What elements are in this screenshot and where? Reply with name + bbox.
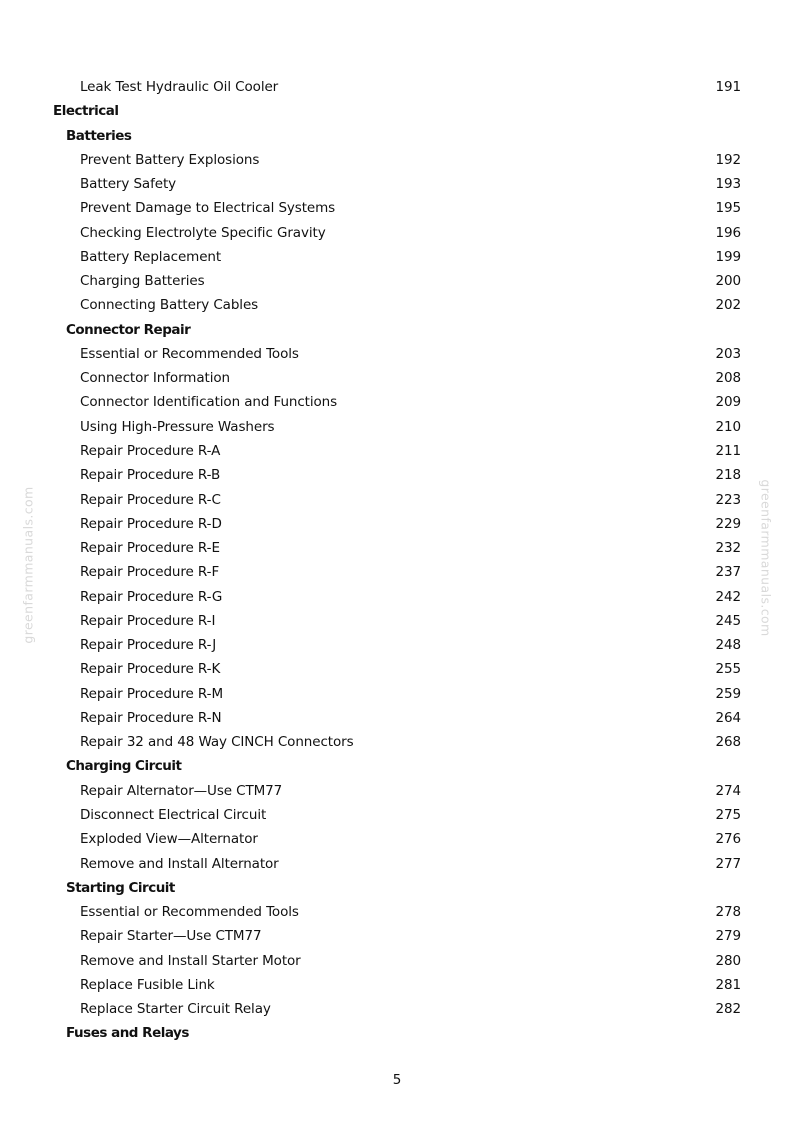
toc-entry-title: Replace Fusible Link	[80, 976, 215, 993]
toc-entry-page: 202	[715, 297, 741, 314]
toc-entry-title: Repair Procedure R-G	[80, 588, 223, 605]
toc-entry-page: 245	[715, 612, 741, 629]
watermark-left: greenfarmmanuals.com	[20, 486, 36, 644]
toc-entry[interactable]	[0, 973, 794, 997]
toc-entry-title: Charging Batteries	[80, 273, 205, 290]
toc-entry-title: Repair Procedure R-F	[80, 564, 220, 581]
toc-entry-page: 242	[715, 588, 741, 605]
toc-entry[interactable]	[0, 560, 794, 584]
toc-entry-title: Starting Circuit	[66, 879, 175, 896]
toc-subsection-heading	[0, 318, 794, 342]
toc-entry-page: 264	[715, 709, 741, 726]
toc-entry-title: Batteries	[66, 127, 132, 144]
toc-entry-page: 237	[715, 564, 741, 581]
toc-entry-title: Using High-Pressure Washers	[80, 418, 275, 435]
toc-subsection-heading	[0, 876, 794, 900]
toc-entry-page: 192	[715, 151, 741, 168]
toc-entry-page: 211	[715, 442, 741, 459]
toc-entry[interactable]	[0, 293, 794, 317]
toc-entry-title: Disconnect Electrical Circuit	[80, 806, 267, 823]
toc-entry[interactable]	[0, 488, 794, 512]
toc-entry[interactable]	[0, 512, 794, 536]
toc-entry-title: Repair Procedure R-I	[80, 612, 216, 629]
toc-subsection-heading	[0, 754, 794, 778]
toc-entry-page: 248	[715, 637, 741, 654]
toc-entry-page: 275	[715, 806, 741, 823]
toc-entry[interactable]	[0, 221, 794, 245]
toc-entry-title: Connector Information	[80, 370, 230, 387]
toc-entry-page: 195	[715, 200, 741, 217]
toc-entry[interactable]	[0, 779, 794, 803]
toc-entry-page: 229	[715, 515, 741, 532]
toc-entry-title: Essential or Recommended Tools	[80, 345, 299, 362]
toc-entry-page: 279	[715, 928, 741, 945]
toc-entry-title: Repair 32 and 48 Way CINCH Connectors	[80, 734, 354, 751]
toc-entry-title: Prevent Battery Explosions	[80, 151, 260, 168]
toc-entry[interactable]	[0, 633, 794, 657]
toc-entry[interactable]	[0, 390, 794, 414]
watermark-right: greenfarmmanuals.com	[758, 479, 774, 637]
toc-entry-page: 203	[715, 345, 741, 362]
toc-entry-page: 193	[715, 176, 741, 193]
toc-entry-title: Exploded View—Alternator	[80, 831, 258, 848]
toc-entry-title: Battery Safety	[80, 176, 177, 193]
toc-entry-page: 255	[715, 661, 741, 678]
toc-entry[interactable]	[0, 366, 794, 390]
toc-entry-page: 218	[715, 467, 741, 484]
toc-entry-title: Connector Identification and Functions	[80, 394, 338, 411]
toc-entry-title: Repair Procedure R-N	[80, 709, 222, 726]
toc-entry[interactable]	[0, 196, 794, 220]
toc-entry-title: Prevent Damage to Electrical Systems	[80, 200, 336, 217]
toc-entry[interactable]	[0, 900, 794, 924]
toc-entry-page: 280	[715, 952, 741, 969]
toc-entry-title: Battery Replacement	[80, 248, 222, 265]
toc-entry-title: Leak Test Hydraulic Oil Cooler	[80, 79, 279, 95]
toc-entry[interactable]	[0, 924, 794, 948]
toc-entry-title: Essential or Recommended Tools	[80, 904, 299, 921]
toc-entry-page: 199	[715, 248, 741, 265]
toc-entry[interactable]	[0, 706, 794, 730]
toc-entry-title: Charging Circuit	[66, 758, 182, 775]
toc-entry[interactable]	[0, 803, 794, 827]
toc-entry[interactable]	[0, 536, 794, 560]
toc-entry-title: Repair Procedure R-E	[80, 540, 220, 557]
toc-entry-page: 196	[715, 224, 741, 241]
toc-entry-title: Replace Starter Circuit Relay	[80, 1001, 271, 1018]
toc-entry-title: Repair Procedure R-D	[80, 515, 222, 532]
toc-entry[interactable]	[0, 245, 794, 269]
toc-entry-page: 232	[715, 540, 741, 557]
toc-entry[interactable]	[0, 997, 794, 1021]
toc-entry-title: Repair Procedure R-K	[80, 661, 221, 678]
toc-entry[interactable]	[0, 463, 794, 487]
toc-entry-page: 191	[715, 79, 741, 95]
toc-entry-page: 209	[715, 394, 741, 411]
toc-entry-title: Repair Starter—Use CTM77	[80, 928, 262, 945]
toc-entry[interactable]	[0, 609, 794, 633]
toc-entry-title: Repair Procedure R-A	[80, 442, 221, 459]
toc-entry-title: Remove and Install Starter Motor	[80, 952, 301, 969]
toc-entry-page: 276	[715, 831, 741, 848]
toc-entry-title: Fuses and Relays	[66, 1025, 189, 1042]
toc-entry-page: 259	[715, 685, 741, 702]
toc-entry-title: Checking Electrolyte Specific Gravity	[80, 224, 326, 241]
toc-entry-title: Repair Procedure R-J	[80, 637, 217, 654]
toc-entry[interactable]	[0, 585, 794, 609]
toc-entry-page: 210	[715, 418, 741, 435]
toc-entry-page: 277	[715, 855, 741, 872]
toc-entry-title: Connecting Battery Cables	[80, 297, 259, 314]
toc-entry-title: Repair Alternator—Use CTM77	[80, 782, 283, 799]
toc-entry-title: Electrical	[53, 103, 119, 120]
toc-entry[interactable]	[0, 439, 794, 463]
toc-entry[interactable]	[0, 148, 794, 172]
toc-entry[interactable]	[0, 75, 794, 99]
toc-entry-page: 268	[715, 734, 741, 751]
toc-entry-page: 274	[715, 782, 741, 799]
toc-entry[interactable]	[0, 827, 794, 851]
toc-entry-page: 281	[715, 976, 741, 993]
toc-entry-title: Connector Repair	[66, 321, 191, 338]
table-of-contents	[0, 75, 794, 1046]
toc-entry-page: 282	[715, 1001, 741, 1018]
toc-section-heading	[0, 99, 794, 123]
toc-subsection-heading	[0, 124, 794, 148]
toc-subsection-heading	[0, 1021, 794, 1045]
toc-entry[interactable]	[0, 342, 794, 366]
toc-entry[interactable]	[0, 415, 794, 439]
toc-entry-page: 223	[715, 491, 741, 508]
toc-entry[interactable]	[0, 269, 794, 293]
toc-entry[interactable]	[0, 730, 794, 754]
toc-entry-page: 278	[715, 904, 741, 921]
toc-entry-title: Repair Procedure R-M	[80, 685, 223, 702]
toc-entry[interactable]	[0, 949, 794, 973]
toc-entry-page: 208	[715, 370, 741, 387]
toc-entry-title: Repair Procedure R-C	[80, 491, 221, 508]
toc-entry[interactable]	[0, 852, 794, 876]
toc-entry[interactable]	[0, 682, 794, 706]
toc-entry-page: 200	[715, 273, 741, 290]
toc-entry[interactable]	[0, 657, 794, 681]
toc-entry-title: Remove and Install Alternator	[80, 855, 279, 872]
toc-entry-title: Repair Procedure R-B	[80, 467, 221, 484]
page-number: 5	[392, 1072, 402, 1088]
toc-entry[interactable]	[0, 172, 794, 196]
